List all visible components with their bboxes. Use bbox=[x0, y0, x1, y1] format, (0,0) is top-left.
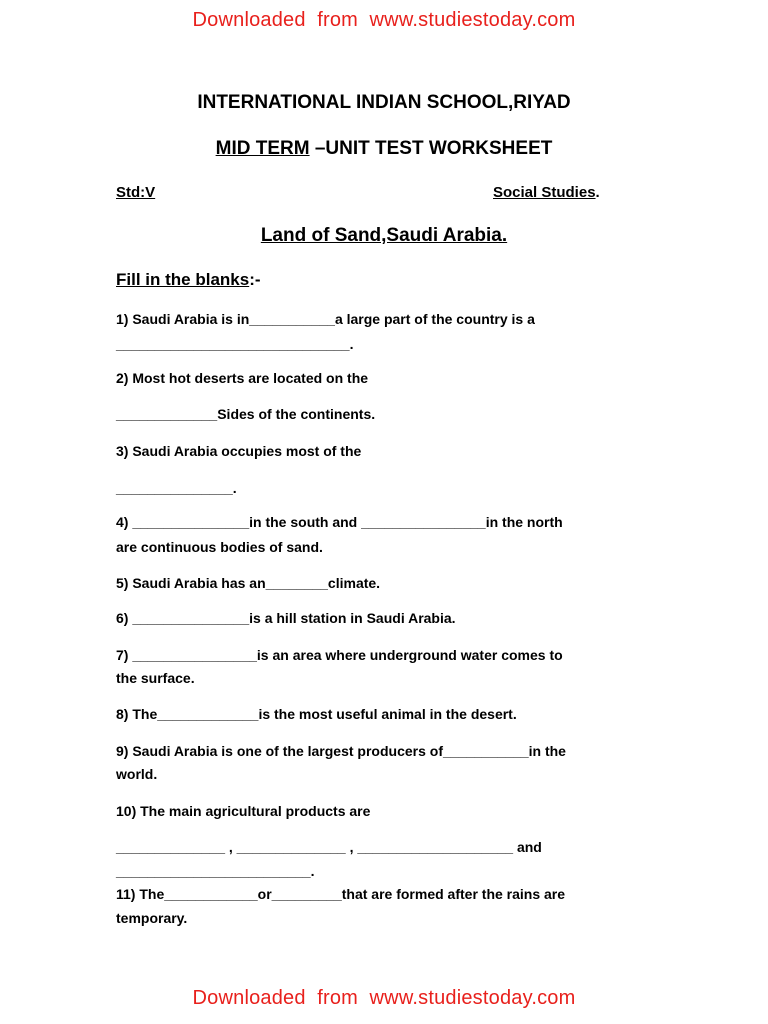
standard-label: Std:V bbox=[116, 184, 156, 201]
worksheet-title bbox=[0, 138, 768, 160]
question-11-line-1: 11) The____________or_________that are formed after the rains are bbox=[116, 886, 566, 902]
watermark-top: Downloaded from www.studiestoday.com bbox=[192, 9, 576, 31]
section-heading-suffix: :- bbox=[249, 270, 261, 289]
question-10-line-1: 10) The main agricultural products are bbox=[116, 803, 371, 819]
section-heading bbox=[116, 270, 261, 290]
question-4-line-1: 4) _______________in the south and ________________in the north bbox=[116, 514, 563, 530]
watermark-bottom: Downloaded from www.studiestoday.com bbox=[192, 987, 576, 1009]
question-3-line-2: _______________. bbox=[116, 480, 237, 496]
school-name: INTERNATIONAL INDIAN SCHOOL,RIYAD bbox=[197, 92, 571, 113]
question-2-line-1: 2) Most hot deserts are located on the bbox=[116, 370, 369, 386]
subject-text: Social Studies bbox=[493, 184, 596, 201]
question-9-line-2: world. bbox=[116, 766, 158, 782]
question-11-line-2: temporary. bbox=[116, 910, 188, 926]
question-7-line-2: the surface. bbox=[116, 670, 195, 686]
chapter-title: Land of Sand,Saudi Arabia. bbox=[260, 225, 508, 246]
question-9-line-1: 9) Saudi Arabia is one of the largest producers of___________in the bbox=[116, 743, 566, 759]
question-10-line-3: _________________________. bbox=[116, 863, 315, 879]
question-7-line-1: 7) ________________is an area where underground water comes to bbox=[116, 647, 563, 663]
subject-label bbox=[493, 184, 600, 201]
question-6: 6) _______________is a hill station in Saudi Arabia. bbox=[116, 610, 456, 626]
question-10-line-2: ______________ , ______________ , ____________________ and bbox=[116, 839, 542, 855]
worksheet-title-part2: –UNIT TEST WORKSHEET bbox=[309, 138, 553, 159]
question-4-line-2: are continuous bodies of sand. bbox=[116, 539, 323, 555]
question-1-line-1: 1) Saudi Arabia is in___________a large part of the country is a bbox=[116, 311, 535, 327]
question-5: 5) Saudi Arabia has an________climate. bbox=[116, 575, 381, 591]
question-8: 8) The_____________is the most useful animal in the desert. bbox=[116, 706, 517, 722]
question-3-line-1: 3) Saudi Arabia occupies most of the bbox=[116, 443, 362, 459]
question-2-line-2: _____________Sides of the continents. bbox=[116, 406, 376, 422]
subject-suffix: . bbox=[595, 184, 600, 201]
section-heading-label: Fill in the blanks bbox=[116, 270, 250, 289]
question-1-line-2: ______________________________. bbox=[116, 336, 354, 352]
worksheet-title-part1: MID TERM bbox=[215, 138, 310, 159]
